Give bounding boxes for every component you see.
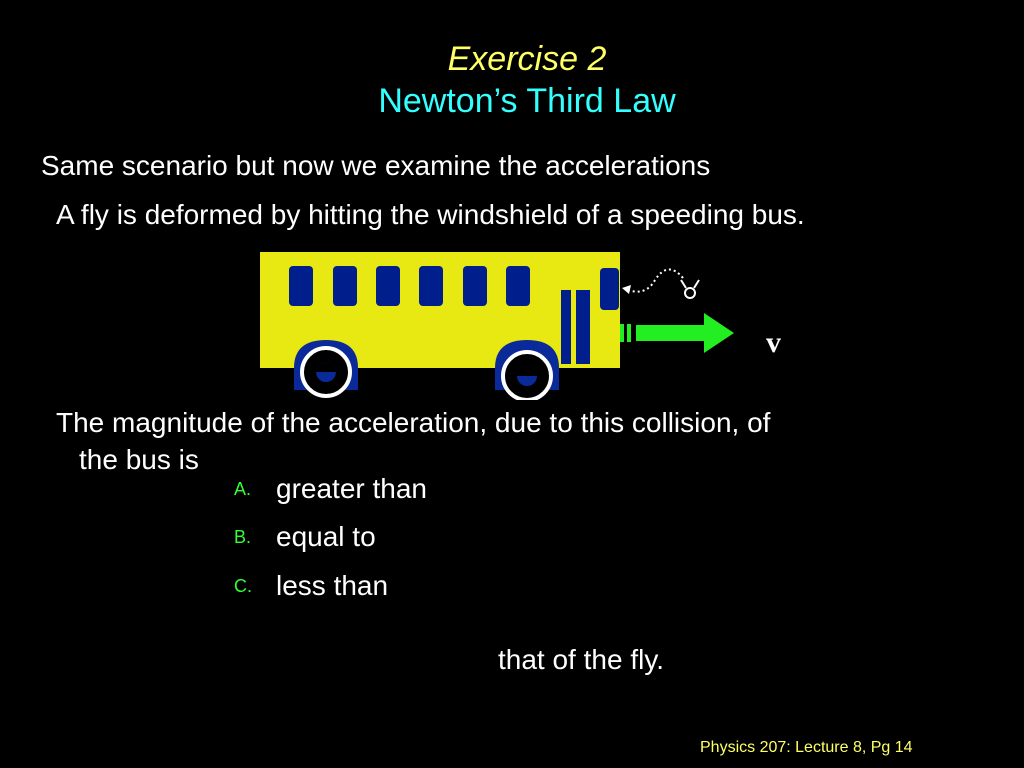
- choice-c[interactable]: [234, 570, 388, 602]
- choice-letter: C.: [234, 576, 252, 596]
- bus-window: [376, 266, 400, 306]
- velocity-label: v: [766, 326, 781, 359]
- front-wheel: [495, 340, 559, 400]
- choice-letter: A.: [234, 479, 252, 499]
- rear-wheel: [294, 340, 358, 396]
- bus-window: [333, 266, 357, 306]
- slide-subtitle: Newton’s Third Law: [378, 82, 676, 120]
- bus-fly-illustration: [250, 240, 810, 400]
- choice-a[interactable]: [234, 473, 427, 505]
- choice-letter: B.: [234, 527, 252, 547]
- slide-footer: Physics 207: Lecture 8, Pg 14: [700, 739, 913, 756]
- bus-window: [289, 266, 313, 306]
- bus-window: [463, 266, 487, 306]
- choice-label: less than: [276, 570, 389, 601]
- bus-windshield: [600, 268, 619, 310]
- bus-window: [419, 266, 443, 306]
- question-text: The magnitude of the acceleration, due to this collision, of: [56, 407, 771, 438]
- choice-b[interactable]: [234, 521, 376, 553]
- bus-door-left: [561, 290, 571, 364]
- slide-title: Exercise 2: [447, 40, 607, 78]
- intro-text: Same scenario but now we examine the accelerations: [41, 150, 711, 181]
- choice-label: equal to: [276, 521, 376, 552]
- fly-path: [628, 269, 683, 291]
- bus-door-right: [576, 290, 590, 364]
- bus-window: [506, 266, 530, 306]
- scenario-text: A fly is deformed by hitting the windshield of a speeding bus.: [56, 199, 805, 230]
- velocity-arrow: [620, 313, 734, 353]
- question-text-continued: the bus is: [79, 444, 199, 475]
- fly-icon: [681, 280, 699, 298]
- closing-text: that of the fly.: [498, 644, 665, 675]
- choice-label: greater than: [276, 473, 427, 504]
